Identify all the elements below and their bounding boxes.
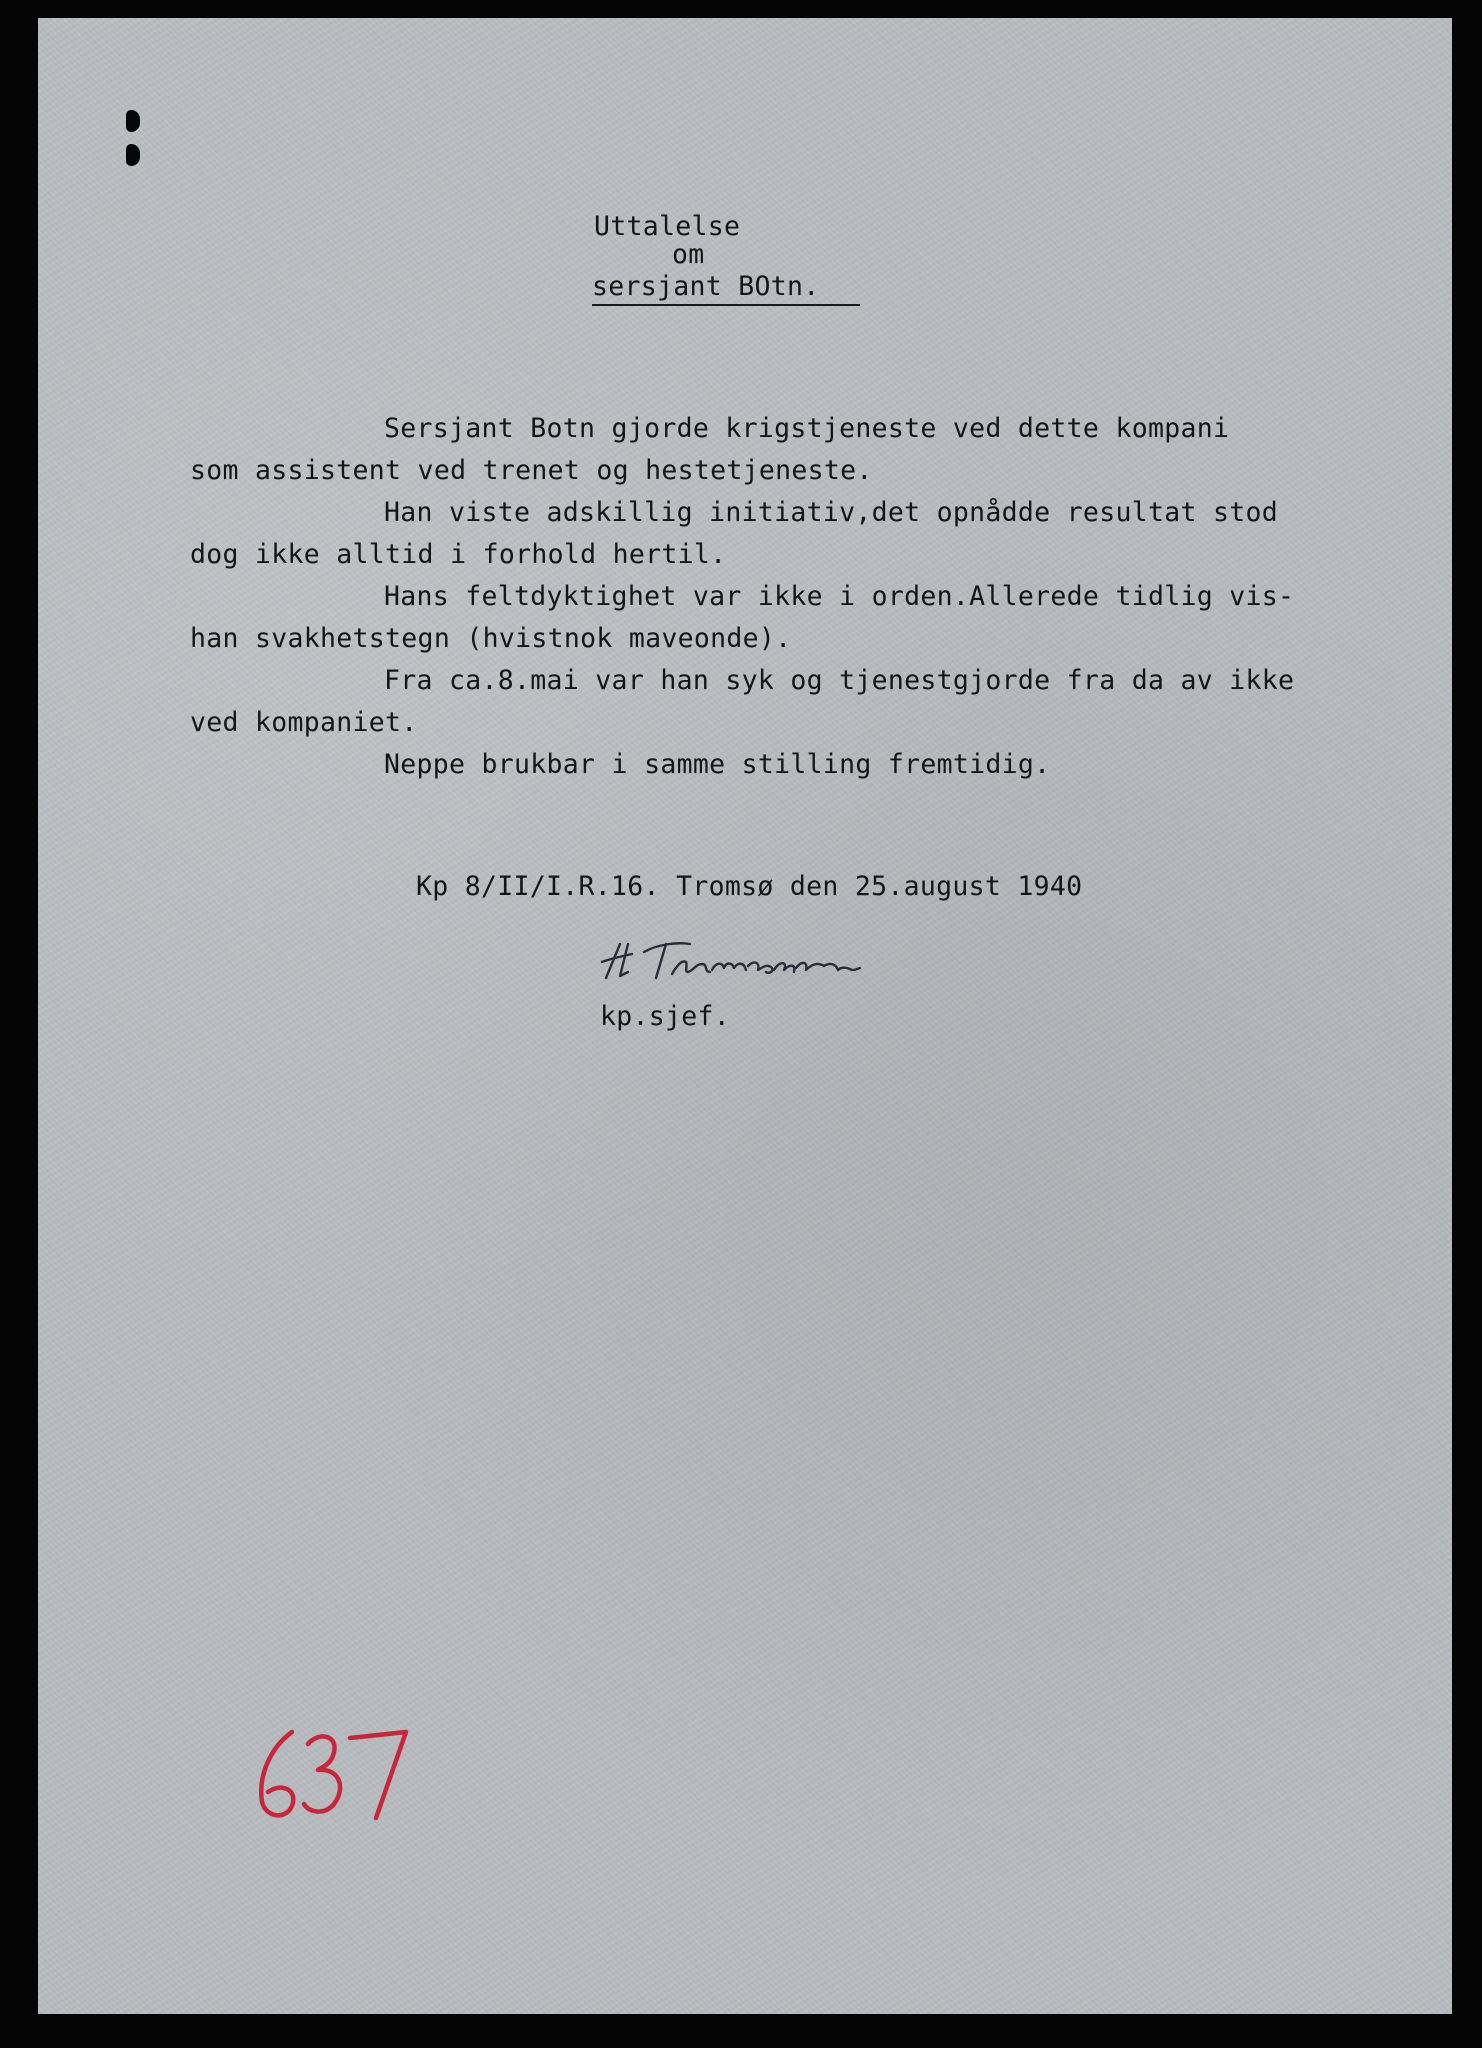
body-line: som assistent ved trenet og hestetjeneste.	[190, 455, 873, 486]
place-date-line: Kp 8/II/I.R.16. Tromsø den 25.august 1940	[416, 871, 1083, 902]
title-line-2: om	[672, 239, 705, 270]
title-underline	[592, 304, 860, 306]
title-line-1: Uttalelse	[594, 211, 741, 242]
handwritten-signature	[598, 930, 898, 990]
document-page	[38, 18, 1452, 2014]
body-line: Han viste adskillig initiativ,det opnådde resultat stod	[384, 497, 1278, 528]
title-line-3: sersjant BOtn.	[592, 271, 820, 302]
body-line: ved kompaniet.	[190, 707, 418, 738]
body-line: dog ikke alltid i forhold hertil.	[190, 539, 727, 570]
body-line: Sersjant Botn gjorde krigstjeneste ved dette kompani	[384, 413, 1230, 444]
body-line: Hans feltdyktighet var ikke i orden.Allerede tidlig vis-	[384, 581, 1295, 612]
signer-title: kp.sjef.	[600, 1001, 731, 1032]
body-line: Neppe brukbar i samme stilling fremtidig.	[384, 749, 1051, 780]
body-line: han svakhetstegn (hvistnok maveonde).	[190, 623, 792, 654]
body-line: Fra ca.8.mai var han syk og tjenestgjorde fra da av ikke	[384, 665, 1295, 696]
page-number-mark	[246, 1718, 426, 1828]
punch-hole	[126, 110, 140, 132]
punch-hole	[126, 144, 140, 166]
